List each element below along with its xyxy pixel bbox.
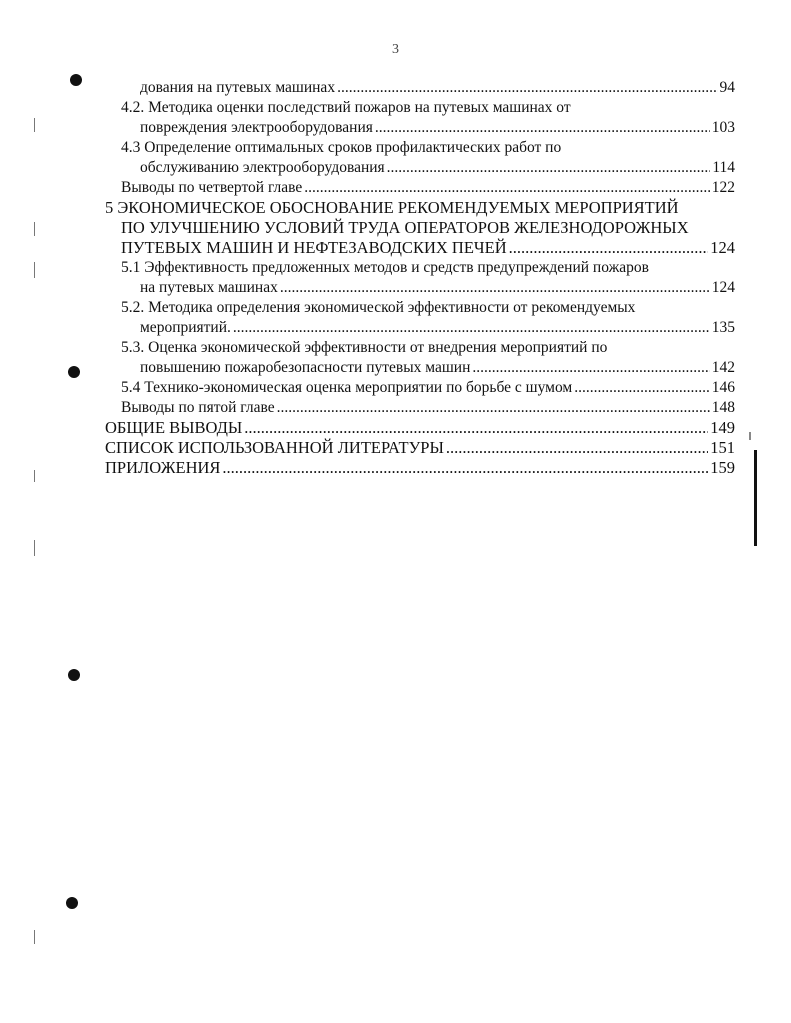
toc-leader-dots	[280, 278, 710, 298]
scan-artifact	[754, 450, 757, 546]
toc-entry	[121, 378, 735, 398]
toc-entry-title: Выводы по четвертой главе	[121, 179, 303, 196]
toc-entry	[121, 98, 735, 118]
toc-entry	[121, 218, 735, 238]
binder-hole	[68, 669, 80, 681]
toc-entry-title: 4.3 Определение оптимальных сроков профилактических работ по	[121, 139, 562, 156]
toc-entry-page: 148	[711, 399, 735, 416]
toc-entry-title: ОБЩИЕ ВЫВОДЫ	[105, 418, 243, 437]
toc-leader-dots	[277, 398, 710, 418]
toc-entry-page: 151	[710, 438, 735, 457]
scan-artifact	[749, 432, 751, 440]
toc-entry	[140, 318, 735, 338]
toc-leader-dots	[472, 358, 709, 378]
toc-entry	[121, 138, 735, 158]
toc-entry-title: дования на путевых машинах	[140, 79, 336, 96]
toc-entry-title: 5 ЭКОНОМИЧЕСКОЕ ОБОСНОВАНИЕ РЕКОМЕНДУЕМЫХ МЕРОПРИЯТИЙ	[105, 198, 679, 217]
toc-entry	[121, 338, 735, 358]
scan-artifact	[34, 930, 35, 944]
toc-leader-dots	[222, 458, 708, 478]
toc-entry-title: мероприятий.	[140, 319, 231, 336]
toc-entry-page: 142	[711, 359, 735, 376]
toc-entry-title: повреждения электрооборудования	[140, 119, 373, 136]
toc-entry-title: на путевых машинах	[140, 279, 278, 296]
toc-entry-title: СПИСОК ИСПОЛЬЗОВАННОЙ ЛИТЕРАТУРЫ	[105, 438, 444, 457]
toc-entry	[140, 358, 735, 378]
toc-leader-dots	[509, 238, 709, 258]
scan-artifact	[34, 262, 35, 278]
toc-entry-page: 146	[711, 379, 735, 396]
toc-entry-title: ПРИЛОЖЕНИЯ	[105, 458, 221, 477]
toc-entry-title: обслуживанию электрооборудования	[140, 159, 385, 176]
toc-entry-title: Выводы по пятой главе	[121, 399, 275, 416]
scan-artifact	[34, 118, 35, 132]
toc-leader-dots	[337, 78, 717, 98]
toc-entry-title: ПУТЕВЫХ МАШИН И НЕФТЕЗАВОДСКИХ ПЕЧЕЙ	[121, 238, 507, 257]
binder-hole	[68, 366, 80, 378]
toc-leader-dots	[304, 178, 710, 198]
toc-entry	[105, 438, 735, 458]
toc-entry-page: 122	[711, 179, 735, 196]
toc-entry	[140, 118, 735, 138]
toc-entry	[121, 298, 735, 318]
toc-leader-dots	[244, 418, 708, 438]
toc-entry-page: 159	[710, 458, 735, 477]
toc-entry-title: ПО УЛУЧШЕНИЮ УСЛОВИЙ ТРУДА ОПЕРАТОРОВ ЖЕЛЕЗНОДОРОЖНЫХ	[121, 218, 689, 237]
toc-entry-title: 5.2. Методика определения экономической эффективности от рекомендуемых	[121, 299, 636, 316]
scan-artifact	[34, 540, 35, 556]
toc-leader-dots	[574, 378, 710, 398]
toc-entry-title: 5.1 Эффективность предложенных методов и средств предупреждений пожаров	[121, 259, 649, 276]
toc-entry	[121, 398, 735, 418]
toc-entry-page: 114	[712, 159, 735, 176]
toc-leader-dots	[375, 118, 710, 138]
binder-hole	[70, 74, 82, 86]
toc-entry-title: 4.2. Методика оценки последствий пожаров на путевых машинах от	[121, 99, 571, 116]
toc-entry-title: повышению пожаробезопасности путевых машин	[140, 359, 471, 376]
toc-entry	[121, 258, 735, 278]
binder-hole	[66, 897, 78, 909]
toc-leader-dots	[387, 158, 711, 178]
toc-entry-page: 94	[719, 79, 735, 96]
scan-artifact	[34, 222, 35, 236]
toc-entry	[121, 238, 735, 258]
toc-entry-title: 5.3. Оценка экономической эффективности от внедрения мероприятий по	[121, 339, 608, 356]
toc-entry	[140, 78, 735, 98]
page-number: 3	[392, 42, 399, 57]
toc-entry	[105, 418, 735, 438]
toc-entry	[105, 198, 735, 218]
toc-entry-page: 124	[711, 279, 735, 296]
toc-entry-page: 149	[710, 418, 735, 437]
toc-entry-page: 103	[711, 119, 735, 136]
toc-entry-page: 124	[710, 238, 735, 257]
toc-leader-dots	[233, 318, 710, 338]
toc-entry	[140, 278, 735, 298]
toc-entry-title: 5.4 Технико-экономическая оценка мероприятии по борьбе с шумом	[121, 379, 573, 396]
scan-artifact	[34, 470, 35, 482]
toc-leader-dots	[446, 438, 708, 458]
toc-entry	[121, 178, 735, 198]
toc-entry	[105, 458, 735, 478]
toc-entry	[140, 158, 735, 178]
toc-entry-page: 135	[711, 319, 735, 336]
